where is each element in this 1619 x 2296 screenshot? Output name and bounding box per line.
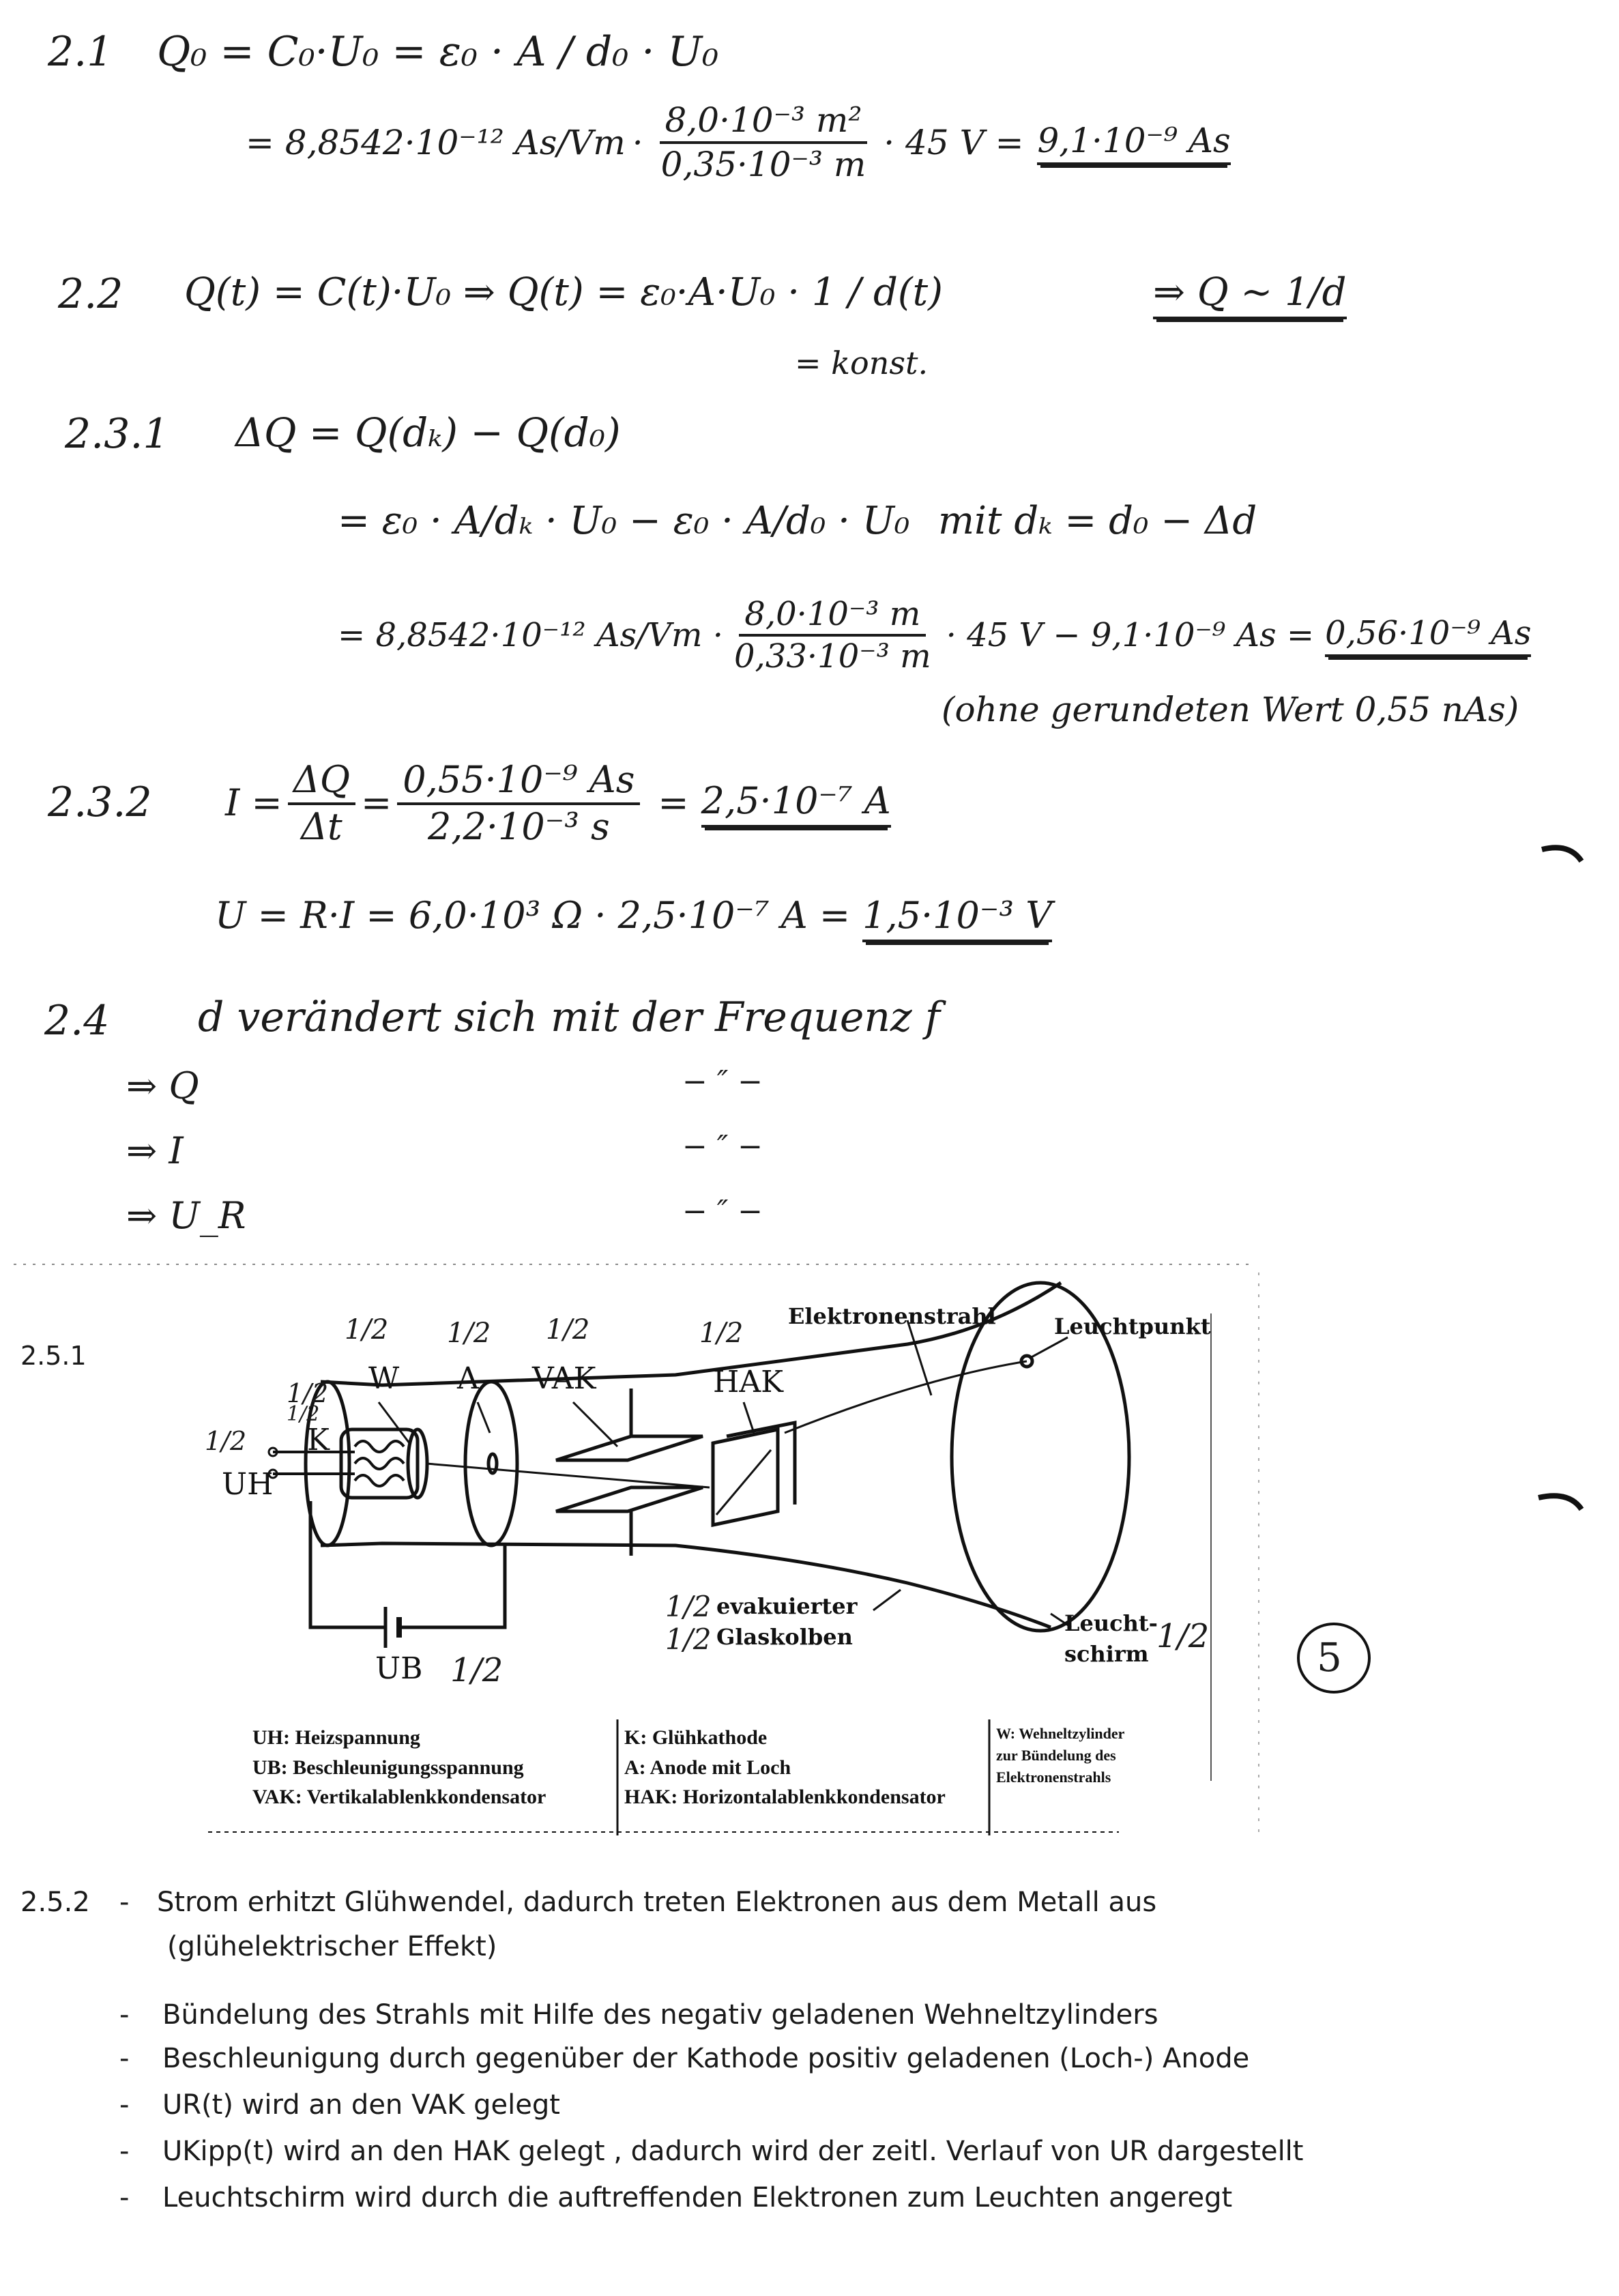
label-ub: UB <box>375 1651 423 1686</box>
pointer-w <box>379 1402 409 1443</box>
bullet-dash-1: - <box>119 1887 130 1918</box>
section-2-1-formula: Q₀ = C₀·U₀ = ε₀ · A / d₀ · U₀ <box>157 28 719 76</box>
legend-column-2 <box>624 1723 946 1812</box>
section-2-3-2-eq: = <box>361 781 392 825</box>
pointer-punkt <box>1030 1337 1068 1358</box>
section-2-1-calculation: = 8,8542·10⁻¹² As/Vm · $\frac{\text{8,0·10⁻³ m²}}{\text{0,35·10⁻³ m}}$ · 45 V = 9,1·10⁻⁹ As <box>246 100 1231 184</box>
section-2-3-2-u-line: U = R·I = 6,0·10³ Ω · 2,5·10⁻⁷ A = <box>215 894 851 937</box>
section-2-3-2-dq: ΔQ <box>288 761 355 805</box>
bullet-dash-3: - <box>119 2043 130 2074</box>
label-uh: UH <box>222 1467 274 1502</box>
section-2-1-label: 2.1 <box>48 28 113 76</box>
label-schirm: schirm <box>1064 1641 1149 1667</box>
section-2-3-1-mit: mit dₖ = d₀ − Δd <box>938 499 1257 543</box>
section-2-4-row-ur: ⇒ U_R <box>126 1194 246 1237</box>
section-2-4-ditto-q: − ″ − <box>682 1064 763 1099</box>
section-2-3-1-frac-num: 8,0·10⁻³ m <box>739 597 926 637</box>
vak-plate-bottom <box>556 1487 703 1511</box>
vak-plate-top <box>556 1436 703 1460</box>
anode-ring <box>465 1382 517 1545</box>
hak-diagonal <box>716 1450 771 1515</box>
legend-column-3 <box>996 1723 1124 1788</box>
bullet-1-cont: (glühelektrischer Effekt) <box>167 1931 497 1962</box>
score-mark-w: 1/2 <box>345 1314 389 1346</box>
bullet-4: UR(t) wird an den VAK gelegt <box>162 2089 560 2121</box>
label-leucht: Leucht- <box>1064 1610 1158 1636</box>
bullet-dash-4: - <box>119 2089 130 2121</box>
bullet-dash-2: - <box>119 1999 130 2031</box>
bullet-6: Leuchtschirm wird durch die auftreffenden Elektronen zum Leuchten angeregt <box>162 2182 1233 2213</box>
section-2-4-line: d verändert sich mit der Frequenz f <box>198 993 940 1041</box>
legend-uh: UH: Heizspannung <box>252 1726 420 1749</box>
label-vak: VAK <box>532 1361 596 1396</box>
section-2-3-2-i-result: 2,5·10⁻⁷ A <box>701 779 891 828</box>
section-2-3-1-line2: = ε₀ · A/dₖ · U₀ − ε₀ · A/d₀ · U₀ <box>338 499 910 543</box>
score-mark-uh: 1/2 <box>205 1426 247 1456</box>
section-2-1-frac-num: 8,0·10⁻³ m² <box>660 102 868 144</box>
filament-coil <box>355 1441 404 1486</box>
section-2-3-1-result: 0,56·10⁻⁹ As <box>1325 614 1531 658</box>
score-mark-a: 1/2 <box>447 1318 491 1349</box>
pointer-vak <box>573 1402 617 1447</box>
score-circle-number: 5 <box>1317 1634 1342 1681</box>
section-2-3-1-label: 2.3.1 <box>65 410 169 458</box>
legend-w-2: zur Bündelung des <box>996 1746 1116 1764</box>
label-glaskolben: Glaskolben <box>716 1624 853 1650</box>
legend-w: W: Wehneltzylinder <box>996 1725 1125 1742</box>
section-2-4-label: 2.4 <box>44 997 110 1045</box>
bullet-2: Bündelung des Strahls mit Hilfe des negativ geladenen Wehneltzylinders <box>162 1999 1158 2031</box>
label-elektronenstrahl: Elektronenstrahl <box>788 1303 996 1329</box>
section-2-1-eps-value: = 8,8542·10⁻¹² As/Vm <box>246 122 626 162</box>
legend-vak: VAK: Vertikalablenkkondensator <box>252 1786 546 1808</box>
label-w: W <box>368 1361 400 1396</box>
section-2-3-2-i: I = <box>225 781 282 825</box>
section-2-3-1-note: (ohne gerundeten Wert 0,55 nAs) <box>942 690 1519 729</box>
hak-plate-front <box>713 1429 778 1525</box>
section-2-4-ditto-i: − ″ − <box>682 1129 763 1164</box>
legend-a: A: Anode mit Loch <box>624 1756 791 1779</box>
section-2-3-2-eq2: = <box>658 781 689 825</box>
section-2-4-row-i: ⇒ I <box>126 1129 184 1172</box>
section-2-3-1-eps-value: = 8,8542·10⁻¹² As/Vm · <box>338 615 724 654</box>
score-mark-glaskolben: 1/2 <box>665 1623 712 1656</box>
section-2-3-1-tail: · 45 V − 9,1·10⁻⁹ As = <box>946 615 1315 654</box>
section-2-4-row-q: ⇒ Q <box>126 1064 199 1107</box>
section-2-3-2-u-result: 1,5·10⁻³ V <box>862 894 1052 942</box>
label-a: A <box>457 1361 479 1396</box>
score-mark-ub: 1/2 <box>450 1651 504 1689</box>
score-mark-extra: 1/2 <box>287 1402 320 1426</box>
legend-k: K: Glühkathode <box>624 1726 768 1749</box>
pointer-glaskolben <box>873 1590 901 1610</box>
section-2-2-formula: Q(t) = C(t)·U₀ ⇒ Q(t) = ε₀·A·U₀ · 1 / d(t) <box>184 270 944 315</box>
beam-axis <box>426 1464 710 1487</box>
score-mark-k: 1/2 <box>287 1378 329 1408</box>
label-k: K <box>307 1423 330 1457</box>
section-2-3-2-dt: Δt <box>301 804 342 848</box>
score-mark-hak: 1/2 <box>699 1318 744 1349</box>
score-mark-schirm: 1/2 <box>1156 1617 1210 1655</box>
ub-wire-left <box>310 1501 385 1627</box>
bullet-dash-6: - <box>119 2182 130 2213</box>
bullet-1: Strom erhitzt Glühwendel, dadurch treten Elektronen aus dem Metall aus <box>157 1887 1157 1918</box>
score-mark-vak: 1/2 <box>546 1314 590 1346</box>
section-2-3-1-frac-den: 0,33·10⁻³ m <box>734 637 931 676</box>
pointer-hak <box>744 1402 754 1433</box>
legend-w-3: Elektronenstrahls <box>996 1768 1111 1786</box>
score-mark-evakuierter: 1/2 <box>665 1590 712 1623</box>
bullet-dash-5: - <box>119 2136 130 2167</box>
section-2-1-result: 9,1·10⁻⁹ As <box>1037 120 1230 165</box>
section-2-1-tail: · 45 V = <box>884 122 1024 162</box>
electron-beam <box>785 1361 1027 1433</box>
pointer-a <box>478 1402 490 1433</box>
section-2-4-ditto-ur: − ″ − <box>682 1194 763 1229</box>
legend-hak: HAK: Horizontalablenkkondensator <box>624 1786 946 1808</box>
label-hak: HAK <box>713 1365 784 1399</box>
section-2-2-const: = konst. <box>795 345 929 381</box>
section-2-3-2-label: 2.3.2 <box>48 779 152 826</box>
tube-outline-top <box>321 1283 1061 1385</box>
ub-wire-right <box>399 1543 505 1627</box>
section-2-3-2-frac-den: 2,2·10⁻³ s <box>427 804 610 848</box>
legend-column-1 <box>252 1723 546 1812</box>
section-2-3-1-line1: ΔQ = Q(dₖ) − Q(d₀) <box>235 409 621 456</box>
legend-ub: UB: Beschleunigungsspannung <box>252 1756 524 1779</box>
label-evakuierter: evakuierter <box>716 1593 858 1619</box>
pointer-strahl <box>907 1320 931 1395</box>
section-2-5-2-label: 2.5.2 <box>20 1887 90 1918</box>
label-leuchtpunkt: Leuchtpunkt <box>1054 1313 1211 1339</box>
section-2-2-label: 2.2 <box>58 270 123 318</box>
bullet-3: Beschleunigung durch gegenüber der Kathode positiv geladenen (Loch-) Anode <box>162 2043 1250 2074</box>
section-2-2-result: ⇒ Q ~ 1/d <box>1153 270 1347 319</box>
section-2-3-2-frac-num: 0,55·10⁻⁹ As <box>397 761 640 805</box>
bullet-5: UKipp(t) wird an den HAK gelegt , dadurch wird der zeitl. Verlauf von UR dargestellt <box>162 2136 1304 2167</box>
section-2-5-1-label: 2.5.1 <box>20 1341 87 1371</box>
section-2-1-frac-den: 0,35·10⁻³ m <box>660 144 866 184</box>
